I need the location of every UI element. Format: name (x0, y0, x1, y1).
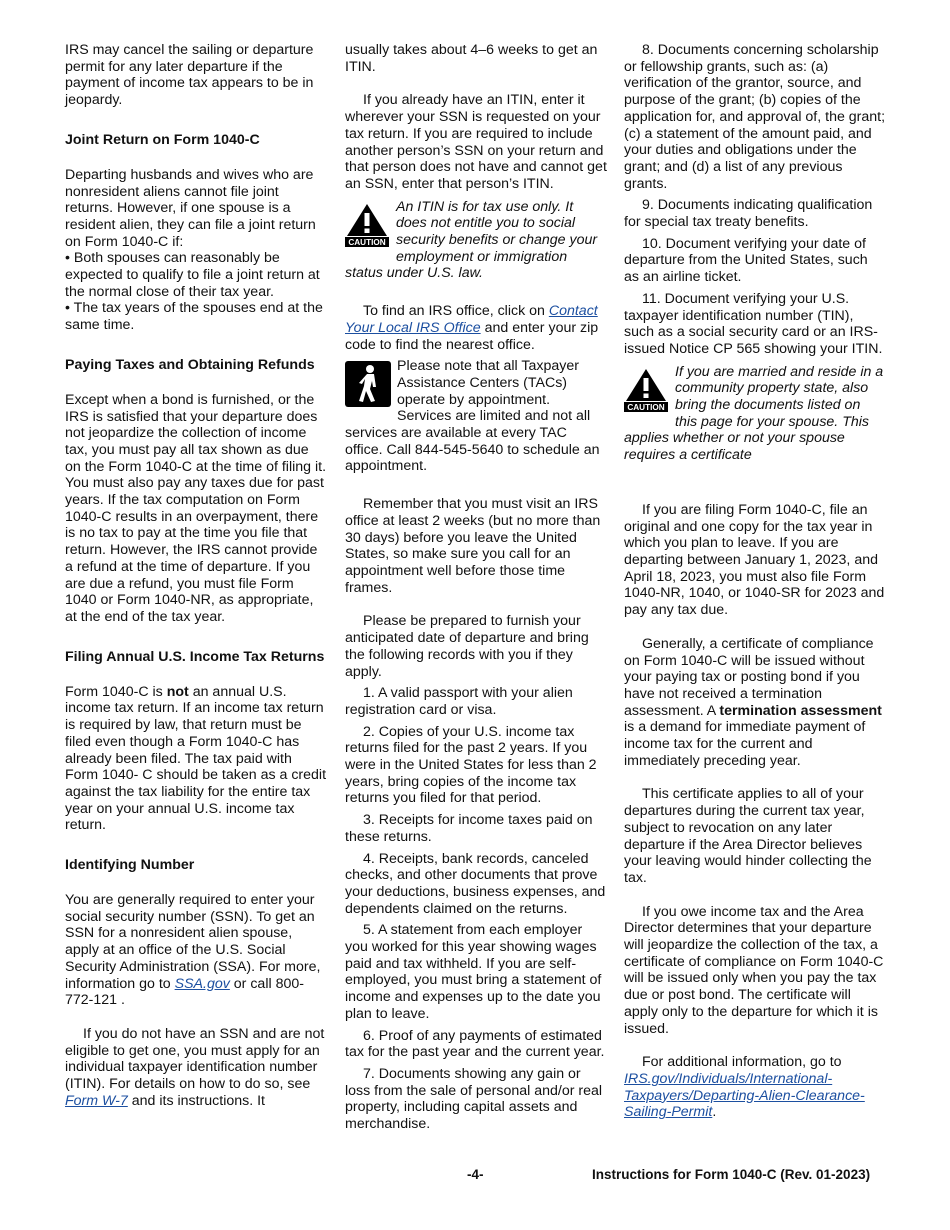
irs-office-paragraph: To find an IRS office, click on Contact Your Local IRS Office and enter your zip code to find the nearest office. (345, 303, 599, 353)
bullet-icon: • (65, 300, 70, 317)
record-item: 8. Documents concerning scholarship or fellowship grants, such as: (a) verification of the grantor, source, and purpose of the grant; (b) copies of the application for, and approval of, the grant; (c) a statement of the amount paid, and your duties and obligations under the grant; and (d) a list of any previous grants. (624, 42, 886, 192)
owe-tax-paragraph: If you owe income tax and the Area Director determines that your departure will jeopardize the collection of the tax, a certificate of compliance on Form 1040-C will be issued only when you pay the tax due or post bond. The certificate will apply only to the departure for which it is issued. (624, 903, 884, 1037)
heading-joint-return: Joint Return on Form 1040-C (65, 131, 260, 148)
record-item: 3. Receipts for income taxes paid on these returns. (345, 812, 593, 845)
form-w7-link[interactable]: Form W-7 (65, 1092, 128, 1109)
caution-text: If you are married and reside in a community property state, also bring the documents listed on this page for your spouse. This applies whether or not your spouse requires a certificate (624, 363, 884, 464)
heading-filing-returns: Filing Annual U.S. Income Tax Returns (65, 648, 325, 665)
record-item: 11. Document verifying your U.S. taxpayer identification number (TIN), such as a social security card or an IRS-issued Notice CP 565 showing your ITIN. (624, 290, 883, 357)
record-item: 2. Copies of your U.S. income tax returns filed for the past 2 years. If you were in the United States for less than 2 years, bring copies of the income tax returns you filed for that period. (345, 723, 597, 807)
identifying-number-paragraph: You are generally required to enter your social security number (SSN). To get an SSN for a nonresident alien spouse, apply at an office of the U.S. Social Security Administration (SSA). For more, information go to SSA.gov or call 800-772-121 . (65, 892, 321, 1009)
column-3 (624, 42, 886, 1121)
svg-text:CAUTION: CAUTION (627, 402, 665, 412)
heading-identifying-number: Identifying Number (65, 857, 195, 874)
caution-icon (624, 367, 668, 413)
intro-paragraph: IRS may cancel the sailing or departure permit for any later departure if the payment of income tax appears to be in jeopardy. (65, 42, 314, 109)
record-item: 5. A statement from each employer you worked for this year showing wages paid and tax withheld. If you are self-employed, you must bring a statement of income and expenses up to the date you plan to leave. (345, 922, 602, 1022)
bullet-item: • Both spouses can reasonably be expected to qualify to file a joint return at the normal close of their tax year. (65, 250, 320, 300)
additional-info-paragraph: For additional information, go to IRS.gov/Individuals/International-Taxpayers/Departing-Alien-Clearance-Sailing-Permit. (624, 1054, 865, 1121)
pedestrian-icon (345, 361, 391, 407)
prepared-paragraph: Please be prepared to furnish your anticipated date of departure and bring the following records with you if they apply. (345, 613, 589, 680)
filing-1040c-paragraph: If you are filing Form 1040-C, file an original and one copy for the tax year in which you plan to leave. If you are departing between January 1, 2023, and April 18, 2023, you must also file Form 1040-NR, 1040, or 1040-SR for 2023 and pay any tax due. (624, 501, 885, 619)
departing-alien-link[interactable]: IRS.gov/Individuals/International-Taxpayers/Departing-Alien-Clearance-Sailing-Permit (624, 1070, 865, 1121)
caution-text: An ITIN is for tax use only. It does not entitle you to social security benefits or change your employment or immigration status under U.S. law. (345, 198, 598, 282)
general-certificate-paragraph: Generally, a certificate of compliance on Form 1040-C will be issued without your paying tax or posting bond if you have not received a termination assessment. A termination assessment is a demand for immediate payment of income tax for the current and immediately preceding year. (624, 635, 882, 769)
tac-note (345, 358, 607, 475)
record-item: 6. Proof of any payments of estimated tax for the past year and the current year. (345, 1027, 605, 1061)
tac-text: Please note that all Taxpayer Assistance Centers (TACs) operate by appointment. Services are limited and not all services are available at every TAC office. Call 844-545-5640 to schedule an appointment. (345, 358, 600, 475)
record-item: 10. Document verifying your date of departure from the United States, such as an airline ticket. (624, 235, 868, 286)
have-itin-paragraph: If you already have an ITIN, enter it wherever your SSN is requested on your tax return. If you are required to include another person’s SSN on your return and that person does not have and cannot get an SSN, enter that person’s ITIN. (345, 92, 607, 192)
remember-paragraph: Remember that you must visit an IRS office at least 2 weeks (but no more than 30 days) before you leave the United States, so make sure you call for an appointment well before those time frames. (345, 496, 601, 596)
record-item: 7. Documents showing any gain or loss from the sale of personal and/or real property, including capital assets and merchandise. (345, 1065, 603, 1133)
document-title-footer: Instructions for Form 1040-C (Rev. 01-2023) (592, 1167, 871, 1182)
paying-taxes-paragraph: Except when a bond is furnished, or the IRS is satisfied that your departure does not jeopardize the collection of income tax, you must pay all tax shown as due on the Form 1040-C at the time of filing it. You must also pay any taxes due for past years. If the tax computation on Form 1040-C results in an overpayment, there is no tax to pay at the time you file that return. However, the IRS cannot provide a refund at the time of departure. If you are due a refund, you must file Form 1040 or Form 1040-NR, as appropriate, at the end of the tax year. (65, 391, 327, 625)
caution-icon (345, 202, 389, 248)
itin-paragraph: If you do not have an SSN and are not eligible to get one, you must apply for an individual taxpayer identification number (ITIN). For details on how to do so, see Form W-7 and its instructions. It (65, 1025, 325, 1109)
heading-paying-taxes: Paying Taxes and Obtaining Refunds (65, 356, 315, 373)
joint-return-paragraph: Departing husbands and wives who are nonresident aliens cannot file joint returns. However, if one spouse is a resident alien, they can file a joint return on Form 1040-C if: (65, 166, 316, 250)
contact-irs-office-link[interactable]: Contact Your Local IRS Office (345, 303, 598, 336)
filing-returns-paragraph: Form 1040-C is not an annual U.S. income tax return. If an income tax return is required by law, that return must be filed even though a Form 1040-C has already been filed. The tax paid with Form 1040- C should be taken as a credit against the tax liability for the entire tax year on your annual U.S. income tax return. (65, 683, 327, 834)
caution-box (345, 199, 607, 283)
record-item: 4. Receipts, bank records, canceled checks, and other documents that prove your deductions, business expenses, and dependents claimed on the returns. (345, 850, 606, 917)
column-2 (345, 42, 607, 1133)
itin-continued-paragraph: usually takes about 4–6 weeks to get an ITIN. (345, 42, 598, 75)
bullet-icon: • (65, 250, 70, 267)
svg-text:CAUTION: CAUTION (348, 237, 386, 247)
caution-box (624, 364, 886, 464)
column-1 (65, 42, 327, 1109)
ssa-gov-link[interactable]: SSA.gov (174, 975, 230, 992)
record-item: 1. A valid passport with your alien registration card or visa. (345, 685, 573, 718)
certificate-applies-paragraph: This certificate applies to all of your departures during the current tax year, subject to revocation on any later departure if the Area Director believes your leaving would hinder collecting the tax. (624, 786, 872, 886)
record-item: 9. Documents indicating qualification for special tax treaty benefits. (624, 197, 873, 231)
bullet-item: • The tax years of the spouses end at the same time. (65, 300, 323, 334)
page-number: -4- (467, 1167, 484, 1182)
